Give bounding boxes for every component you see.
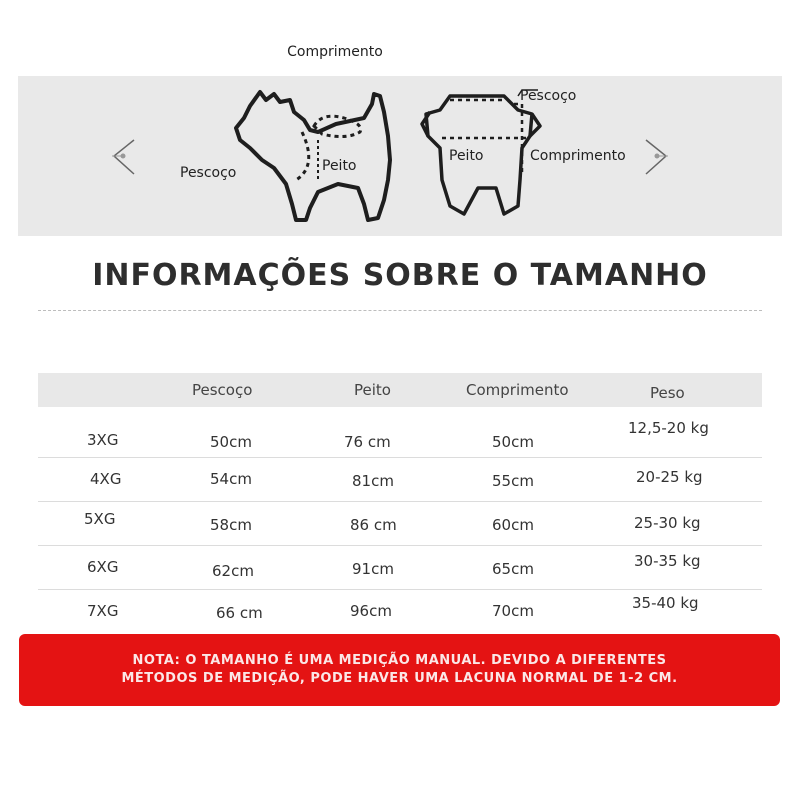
- size-cell: 7XG: [87, 602, 119, 620]
- dog-neck-measure-line: [296, 132, 309, 180]
- table-header-row: [38, 373, 762, 407]
- size-diagram-banner: [18, 76, 782, 236]
- size-table: [38, 373, 762, 633]
- note-line-1: NOTA: O TAMANHO É UMA MEDIÇÃO MANUAL. DEVIDO A DIFERENTES: [132, 653, 667, 668]
- chest-cell: 76 cm: [344, 433, 391, 451]
- length-cell: 65cm: [492, 560, 534, 578]
- title-divider: [38, 310, 762, 311]
- page-title: INFORMAÇÕES SOBRE O TAMANHO: [92, 258, 708, 293]
- weight-cell: 30-35 kg: [634, 552, 701, 570]
- table-row: [38, 407, 762, 458]
- length-cell: 55cm: [492, 472, 534, 490]
- chest-cell: 96cm: [350, 602, 392, 620]
- length-cell: 70cm: [492, 602, 534, 620]
- neck-cell: 58cm: [210, 516, 252, 534]
- header-neck: Pescoço: [192, 381, 253, 399]
- shirt-chest-label: Peito: [449, 148, 484, 164]
- chest-cell: 86 cm: [350, 516, 397, 534]
- table-row: [38, 458, 762, 502]
- table-row: [38, 502, 762, 546]
- chest-cell: 91cm: [352, 560, 394, 578]
- measurement-note-banner: [19, 634, 780, 706]
- chest-cell: 81cm: [352, 472, 394, 490]
- chevron-left-icon[interactable]: [108, 138, 142, 178]
- length-cell: 60cm: [492, 516, 534, 534]
- size-cell: 6XG: [87, 558, 119, 576]
- header-chest: Peito: [354, 381, 391, 399]
- weight-cell: 12,5-20 kg: [628, 419, 709, 437]
- shirt-neck-label: Pescoço: [520, 88, 577, 104]
- shirt-length-label: Comprimento: [530, 148, 626, 164]
- length-cell: 50cm: [492, 433, 534, 451]
- weight-cell: 35-40 kg: [632, 594, 699, 612]
- table-row: [38, 590, 762, 633]
- neck-cell: 50cm: [210, 433, 252, 451]
- note-line-2: MÉTODOS DE MEDIÇÃO, PODE HAVER UMA LACUNA NORMAL DE 1-2 CM.: [121, 671, 678, 686]
- size-cell: 5XG: [84, 510, 116, 528]
- weight-cell: 20-25 kg: [636, 468, 703, 486]
- length-label-top: Comprimento: [287, 44, 383, 60]
- table-row: [38, 546, 762, 590]
- neck-cell: 66 cm: [216, 604, 263, 622]
- size-cell: 4XG: [90, 470, 122, 488]
- neck-cell: 54cm: [210, 470, 252, 488]
- weight-cell: 25-30 kg: [634, 514, 701, 532]
- header-weight: Peso: [650, 384, 685, 402]
- dog-outline-icon: [236, 92, 390, 220]
- dog-chest-label: Peito: [322, 158, 357, 174]
- size-cell: 3XG: [87, 431, 119, 449]
- neck-cell: 62cm: [212, 562, 254, 580]
- dog-neck-label: Pescoço: [180, 165, 237, 181]
- header-length: Comprimento: [466, 381, 569, 399]
- chevron-right-icon[interactable]: [638, 138, 672, 178]
